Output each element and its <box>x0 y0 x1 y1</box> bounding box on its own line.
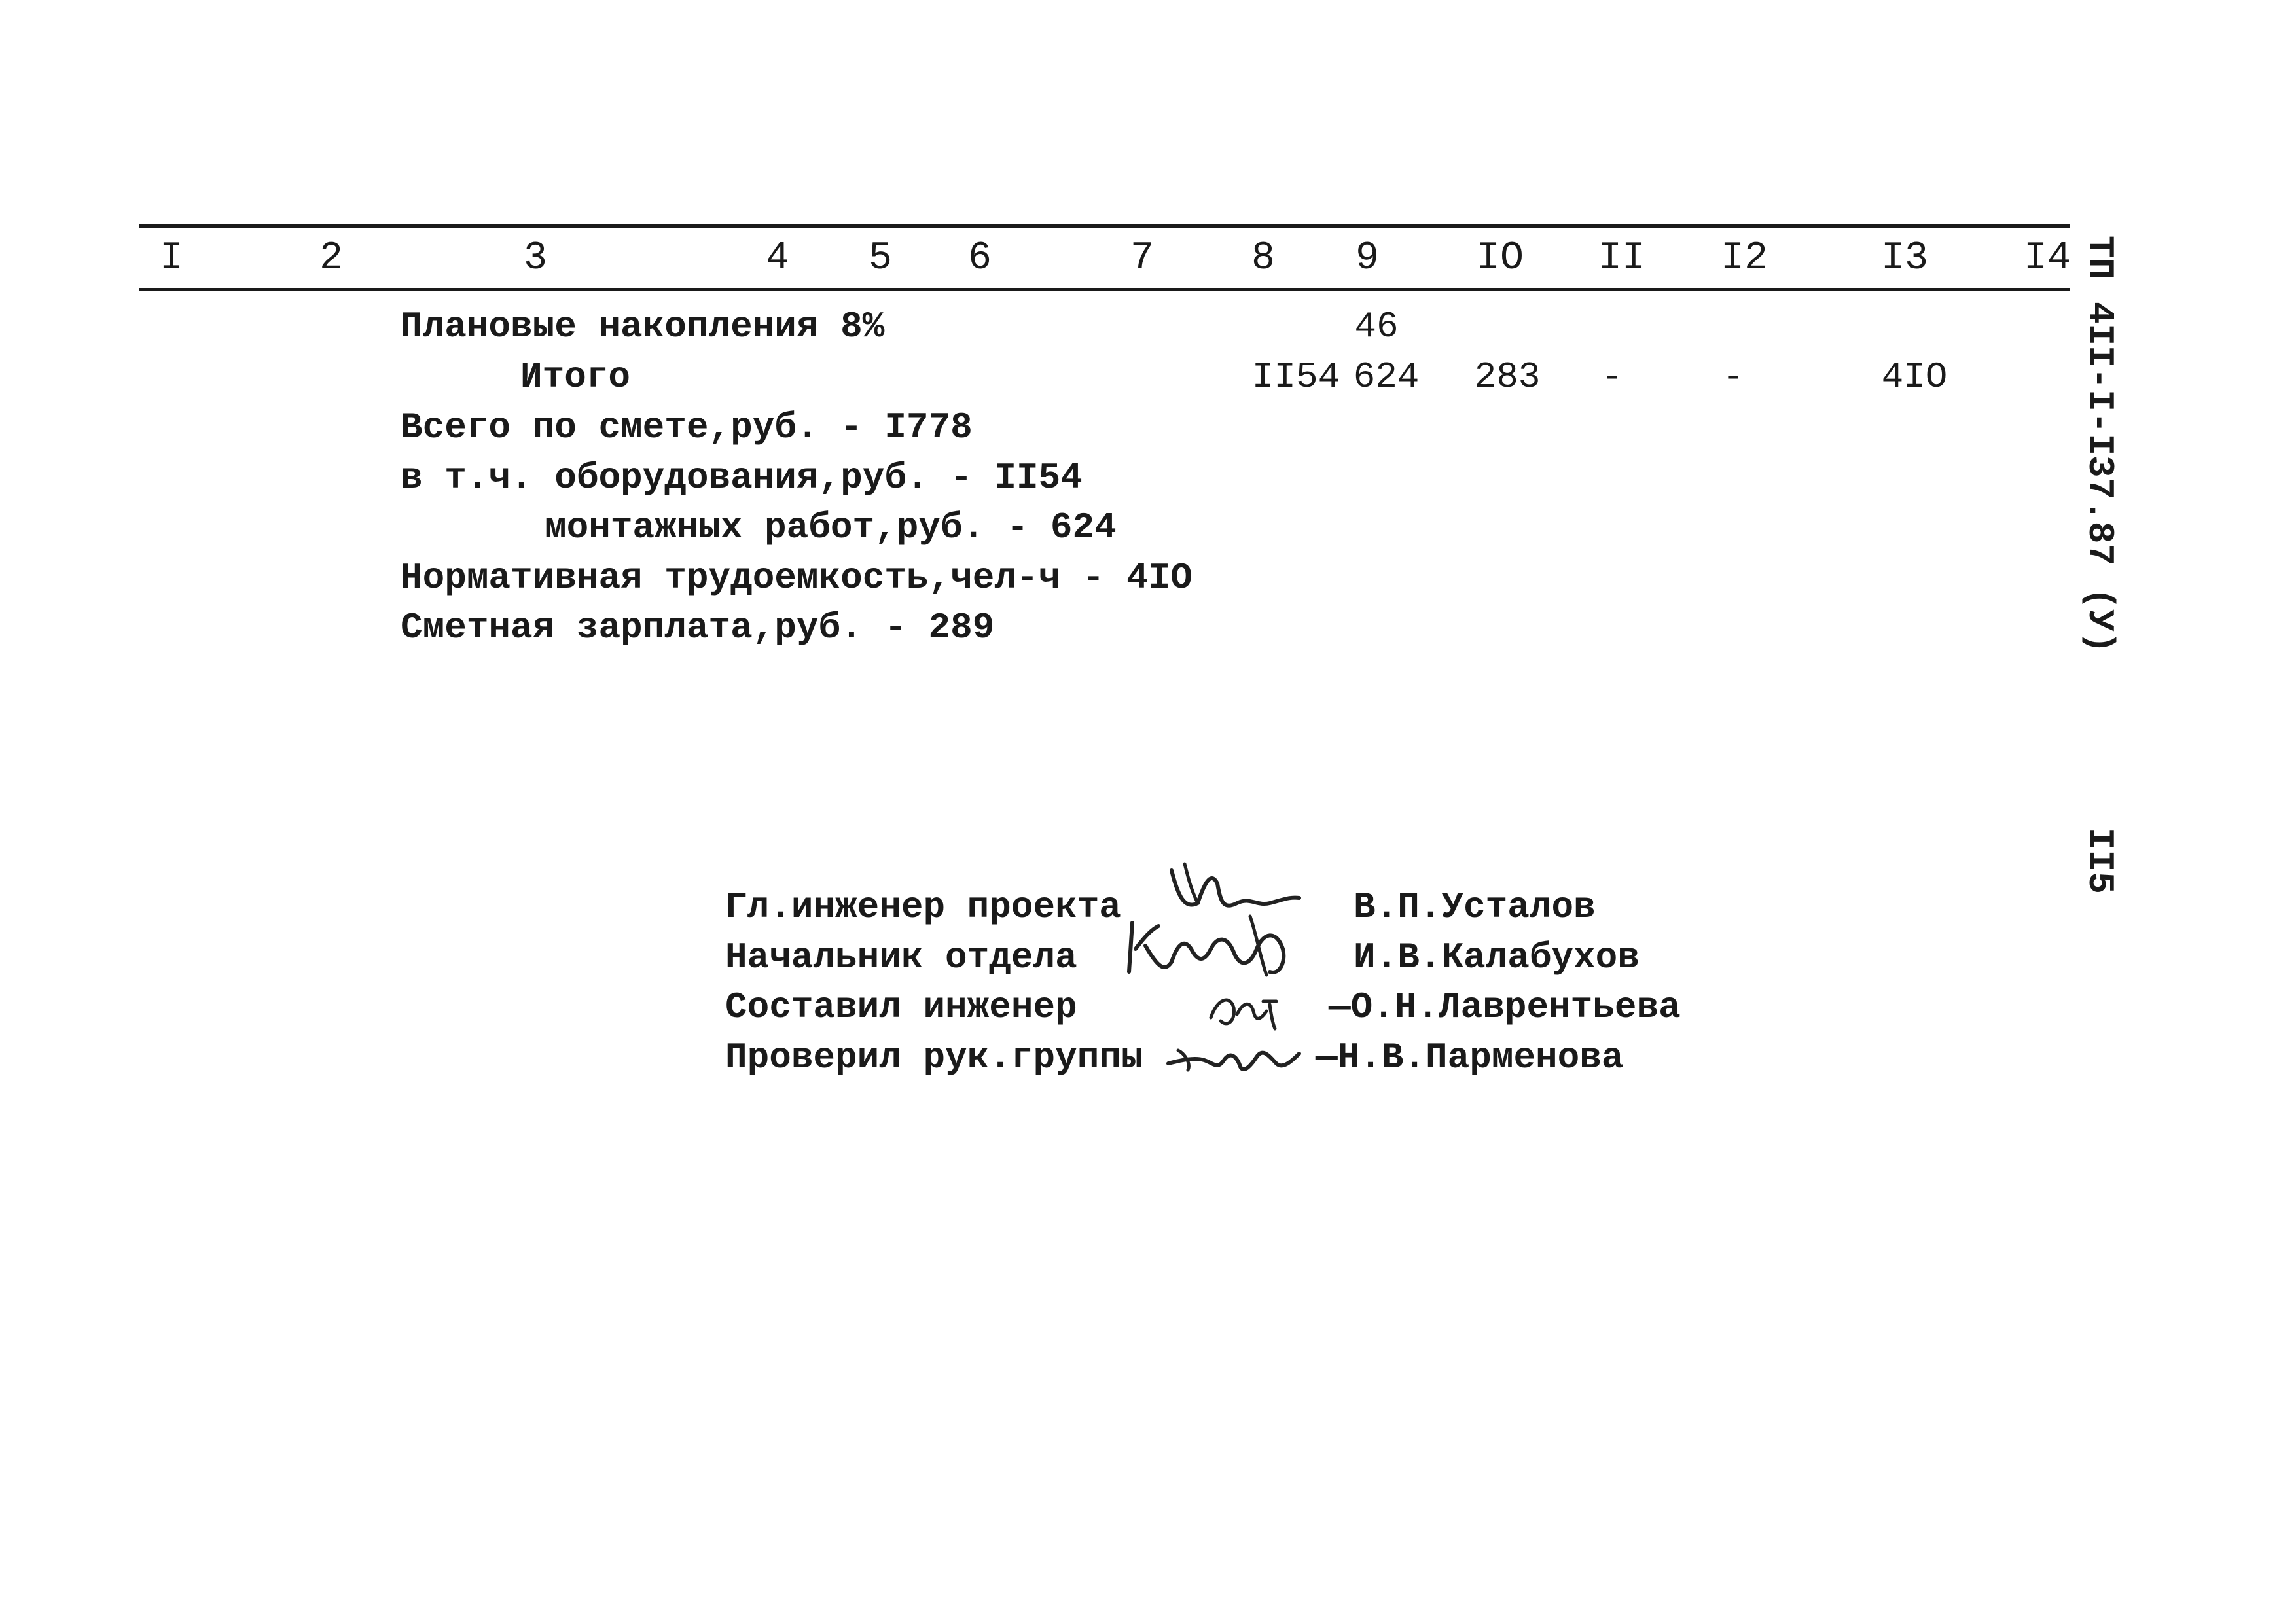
summary-installation: монтажных работ,руб. - 624 <box>545 507 1117 548</box>
column-header-10: IO <box>1476 236 1524 281</box>
column-header-11: II <box>1598 236 1646 281</box>
column-header-9: 9 <box>1355 236 1380 281</box>
header-bottom-rule <box>139 288 2070 291</box>
cell-col-13: 4IO <box>1881 356 1948 398</box>
signature-name: —Н.В.Парменова <box>1316 1037 1624 1079</box>
column-header-2: 2 <box>319 236 344 281</box>
signature-role: Составил инженер <box>725 986 1077 1028</box>
signature-role: Гл.инженер проекта <box>725 886 1121 928</box>
column-header-13: I3 <box>1880 236 1929 281</box>
cell-col-9: 46 <box>1354 306 1399 348</box>
column-header-14: I4 <box>2023 236 2072 281</box>
signature-role: Проверил рук.группы <box>725 1037 1143 1079</box>
handwritten-signature-3 <box>1198 982 1342 1034</box>
document-code: ТП 4II-I-I37.87 (У) <box>2079 236 2121 654</box>
cell-col-11: - <box>1601 356 1623 398</box>
signature-role: Начальник отдела <box>725 936 1077 978</box>
column-header-1: I <box>159 236 184 281</box>
summary-labor: Нормативная трудоемкость,чел-ч - 4IO <box>401 557 1193 599</box>
row-label: Плановые накопления 8% <box>401 306 885 348</box>
cell-col-10: 283 <box>1474 356 1541 398</box>
row-label: Итого <box>520 356 631 398</box>
handwritten-signature-2 <box>1119 910 1316 988</box>
column-header-7: 7 <box>1130 236 1155 281</box>
column-header-3: 3 <box>523 236 548 281</box>
signature-name: И.В.Калабухов <box>1354 936 1640 978</box>
cell-col-8: II54 <box>1251 356 1340 398</box>
page-number: II5 <box>2079 828 2121 894</box>
cell-col-12: - <box>1722 356 1744 398</box>
column-header-6: 6 <box>967 236 992 281</box>
signature-name: В.П.Усталов <box>1354 886 1596 928</box>
summary-wages: Сметная зарплата,руб. - 289 <box>401 607 995 649</box>
column-header-4: 4 <box>765 236 790 281</box>
column-header-5: 5 <box>868 236 893 281</box>
header-top-rule <box>139 224 2070 228</box>
summary-total: Всего по смете,руб. - I778 <box>401 406 973 448</box>
cell-col-9: 624 <box>1353 356 1420 398</box>
signature-name: —О.Н.Лаврентьева <box>1329 986 1681 1028</box>
summary-equipment: в т.ч. оборудования,руб. - II54 <box>401 457 1083 499</box>
handwritten-signature-4 <box>1158 1031 1322 1083</box>
column-header-12: I2 <box>1720 236 1768 281</box>
column-header-8: 8 <box>1251 236 1276 281</box>
